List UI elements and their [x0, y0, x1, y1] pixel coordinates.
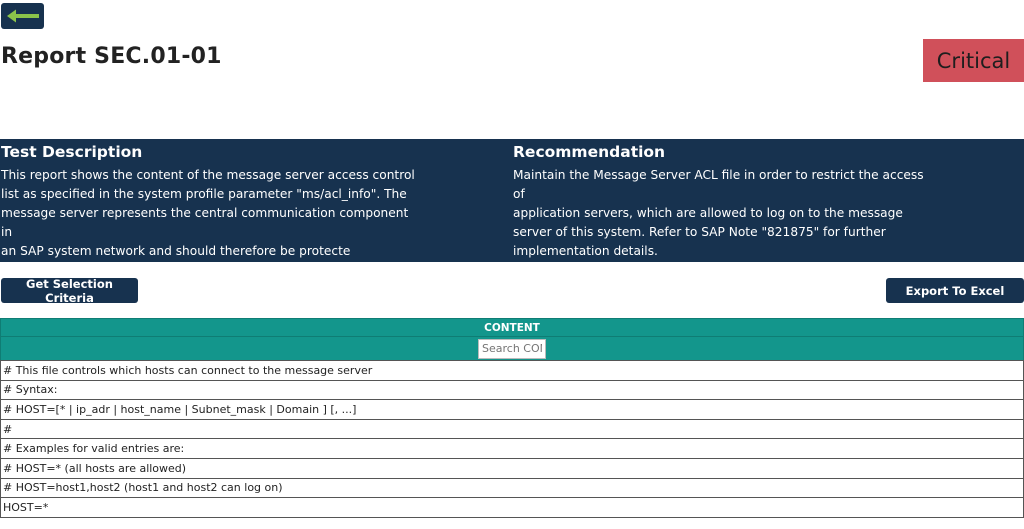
recommendation-line: Maintain the Message Server ACL file in order to restrict the access of	[513, 168, 924, 201]
recommendation-line: server of this system. Refer to SAP Note "821875" for further	[513, 225, 886, 239]
recommendation-section	[513, 139, 933, 261]
table-row[interactable]: # Examples for valid entries are:	[0, 439, 1024, 459]
table-row[interactable]: # Syntax:	[0, 381, 1024, 401]
severity-badge: Critical	[923, 39, 1024, 82]
table-row[interactable]: # This file controls which hosts can connect to the message server	[0, 361, 1024, 381]
test-description-heading: Test Description	[1, 143, 143, 161]
recommendation-heading: Recommendation	[513, 143, 666, 161]
table-row[interactable]: # HOST=[* | ip_adr | host_name | Subnet_mask | Domain ] [, ...]	[0, 400, 1024, 420]
description-line: This report shows the content of the message server access control	[1, 168, 415, 182]
info-panel	[0, 139, 1024, 262]
recommendation-text	[513, 166, 933, 261]
table-row[interactable]: #	[0, 420, 1024, 440]
recommendation-line: application servers, which are allowed to log on to the message	[513, 206, 903, 220]
get-selection-criteria-button[interactable]: Get Selection Criteria	[1, 278, 138, 303]
column-filter-row	[0, 337, 1024, 360]
description-line: list as specified in the system profile parameter "ms/acl_info". The	[1, 187, 407, 201]
page-title: Report SEC.01-01	[1, 44, 222, 69]
column-header-content[interactable]: CONTENT	[0, 318, 1024, 337]
search-content-input[interactable]	[478, 339, 546, 359]
table-row[interactable]: # HOST=host1,host2 (host1 and host2 can log on)	[0, 479, 1024, 499]
arrow-left-icon	[6, 9, 40, 23]
table-body	[0, 360, 1024, 518]
table-row[interactable]: # HOST=* (all hosts are allowed)	[0, 459, 1024, 479]
description-line: an SAP system network and should therefore be protecte	[1, 244, 351, 258]
back-button[interactable]	[1, 3, 44, 29]
test-description-section	[1, 139, 421, 261]
recommendation-line: implementation details.	[513, 244, 658, 258]
export-to-excel-button[interactable]: Export To Excel	[886, 278, 1024, 303]
description-line: message server represents the central communication component in	[1, 206, 409, 239]
test-description-text	[1, 166, 421, 261]
content-table	[0, 318, 1024, 518]
table-row[interactable]: HOST=*	[0, 498, 1024, 518]
